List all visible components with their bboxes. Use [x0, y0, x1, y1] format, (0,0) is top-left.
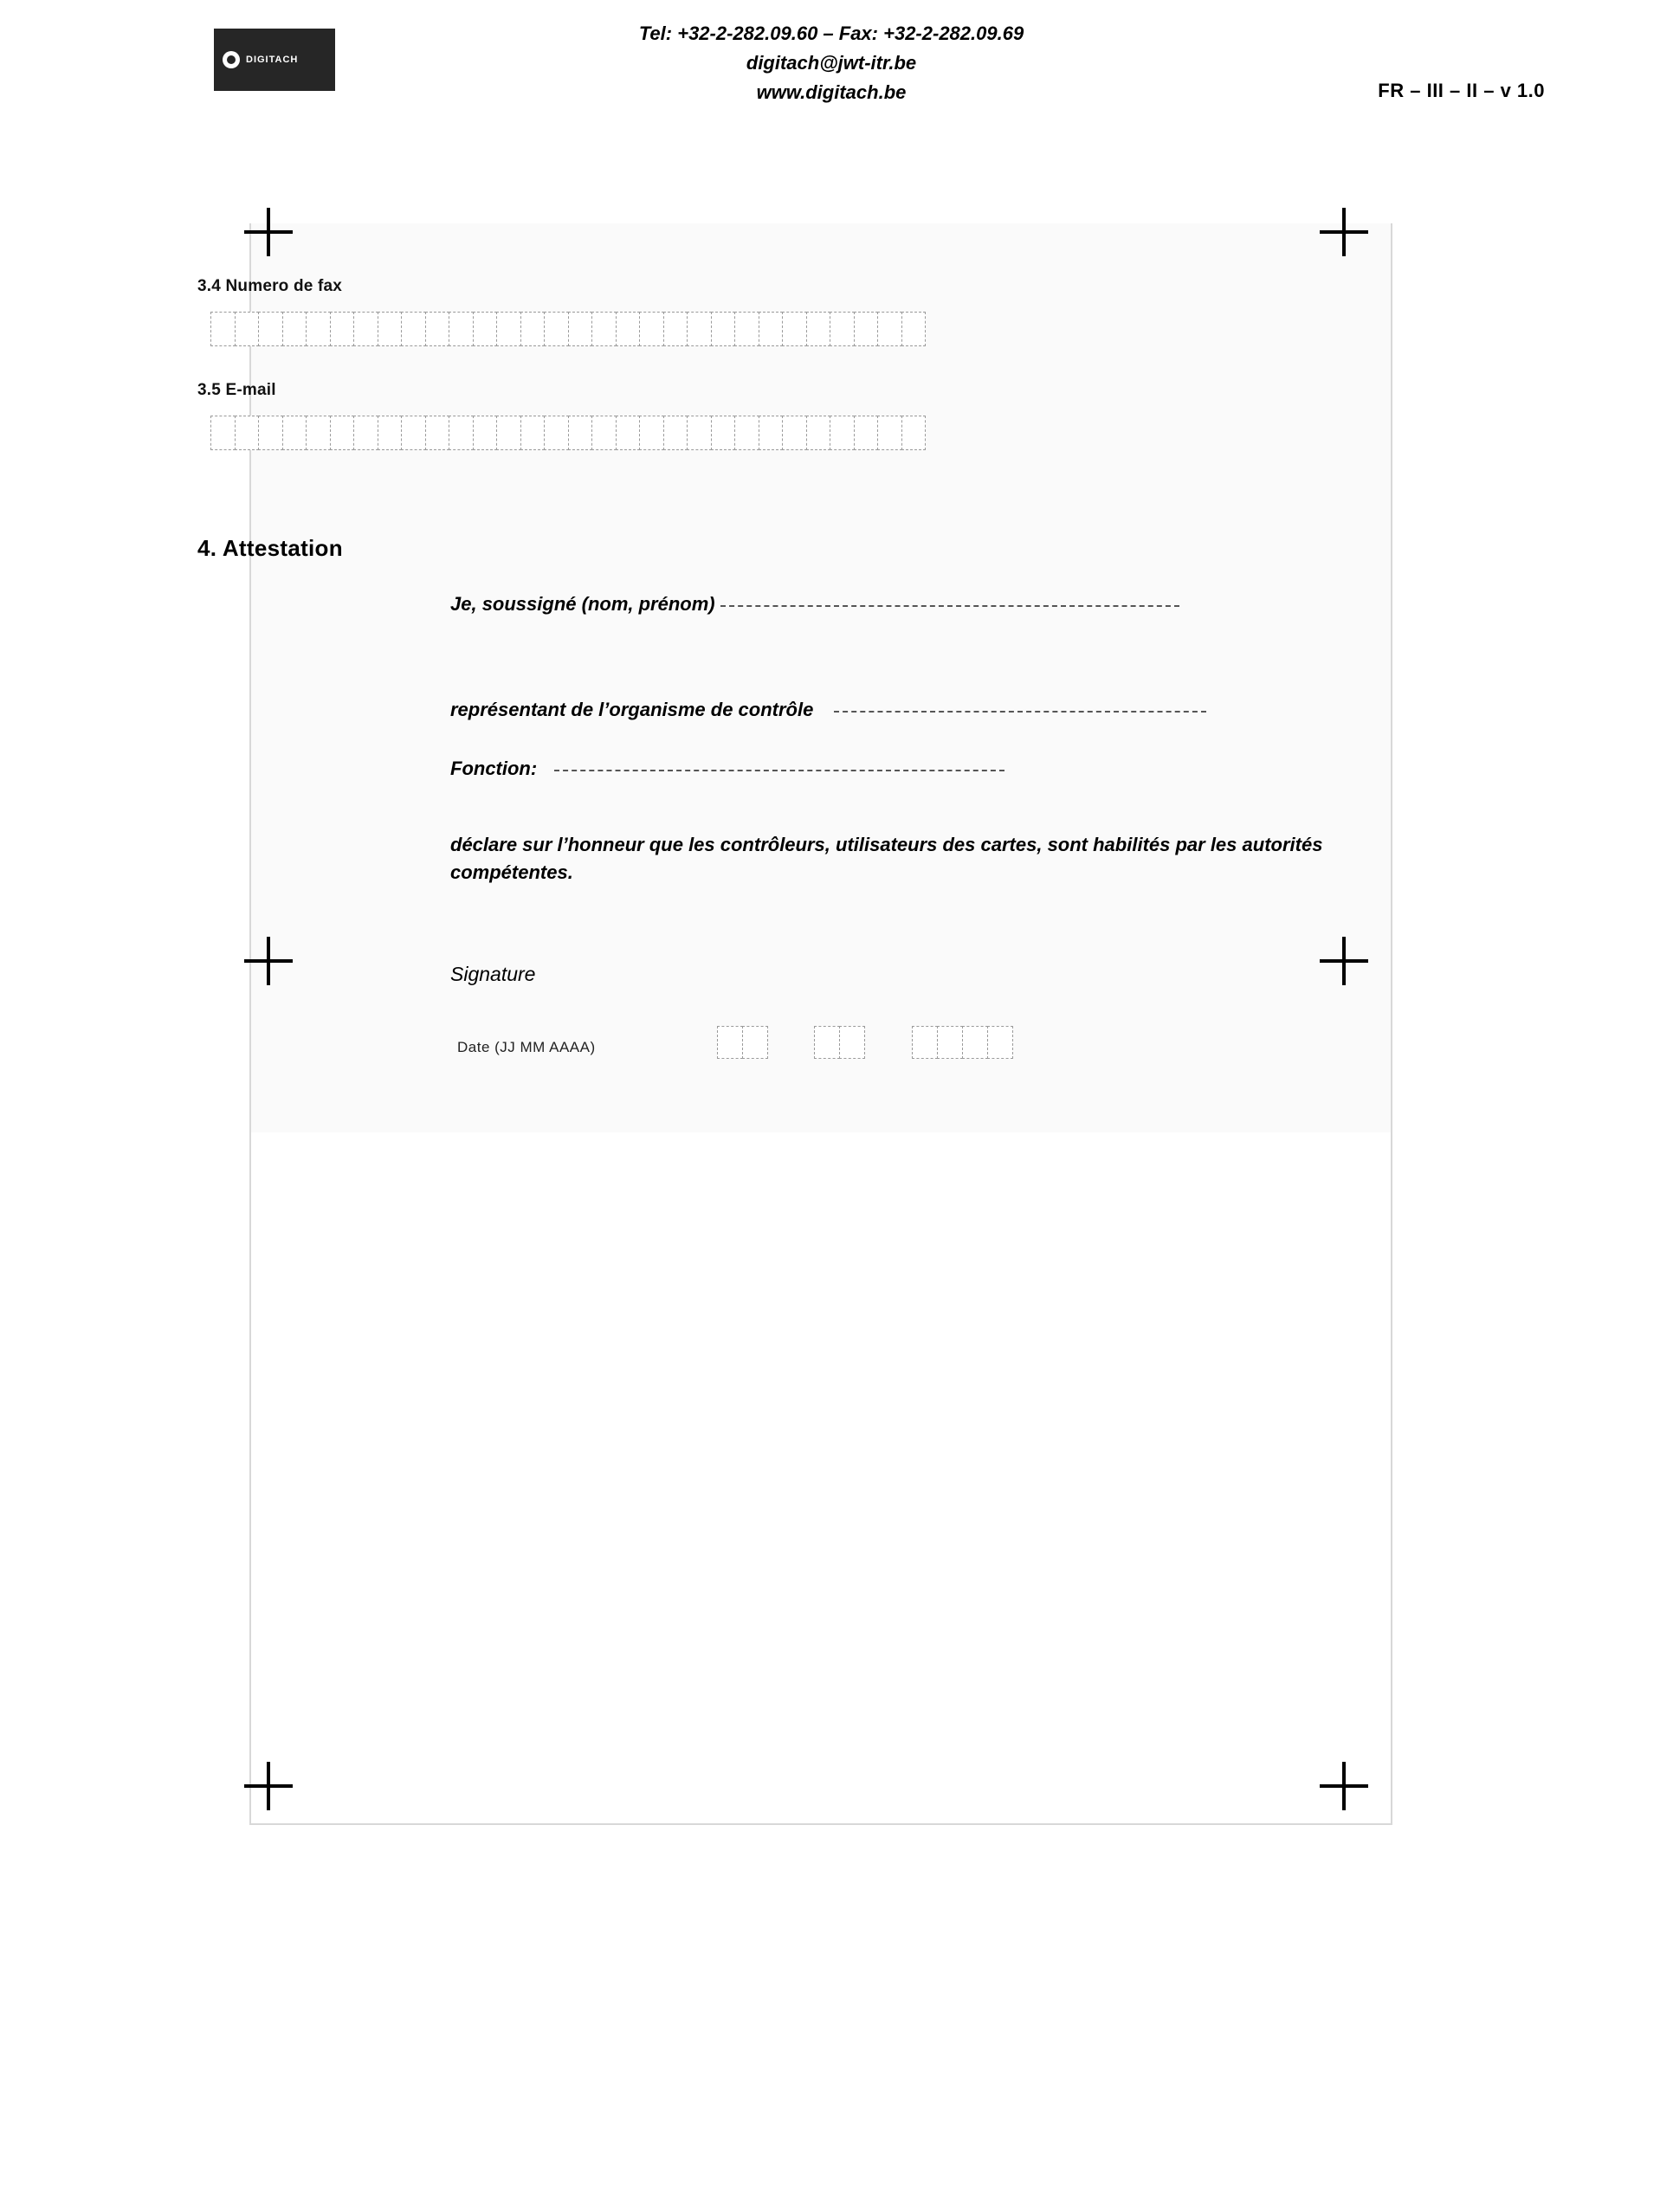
- char-cell[interactable]: [687, 416, 712, 450]
- char-cell[interactable]: [330, 312, 355, 346]
- input-date-month[interactable]: [814, 1026, 864, 1059]
- line-fonction-label: Fonction:: [450, 758, 538, 779]
- char-cell[interactable]: [782, 416, 807, 450]
- char-cell[interactable]: [306, 312, 331, 346]
- char-cell[interactable]: [401, 312, 426, 346]
- char-cell[interactable]: [473, 312, 498, 346]
- char-cell[interactable]: [759, 416, 784, 450]
- char-cell[interactable]: [378, 416, 403, 450]
- char-cell[interactable]: [877, 312, 902, 346]
- declarant-fill-line[interactable]: [720, 604, 1179, 607]
- char-cell[interactable]: [734, 312, 759, 346]
- char-cell[interactable]: [520, 312, 546, 346]
- char-cell[interactable]: [282, 416, 307, 450]
- char-cell[interactable]: [759, 312, 784, 346]
- input-date-year[interactable]: [912, 1026, 1012, 1059]
- panel-left-edge: [249, 223, 251, 1825]
- label-email: 3.5 E-mail: [197, 381, 276, 399]
- date-char-cell[interactable]: [937, 1026, 963, 1059]
- date-char-cell[interactable]: [912, 1026, 938, 1059]
- page-header: [0, 0, 1673, 156]
- char-cell[interactable]: [473, 416, 498, 450]
- char-cell[interactable]: [425, 312, 450, 346]
- char-cell[interactable]: [854, 312, 879, 346]
- char-cell[interactable]: [449, 416, 474, 450]
- document-reference: FR – III – II – v 1.0: [1378, 80, 1545, 101]
- representant-fill-line[interactable]: [834, 710, 1206, 713]
- char-cell[interactable]: [877, 416, 902, 450]
- char-cell[interactable]: [210, 416, 236, 450]
- input-fax-number[interactable]: [210, 312, 925, 346]
- char-cell[interactable]: [282, 312, 307, 346]
- crop-mark-mid-right: [1320, 937, 1368, 985]
- char-cell[interactable]: [782, 312, 807, 346]
- crop-mark-bottom-right: [1320, 1762, 1368, 1810]
- panel-right-edge: [1391, 223, 1392, 1825]
- contact-phone-fax: Tel: +32-2-282.09.60 – Fax: +32-2-282.09.69: [638, 23, 1024, 44]
- date-char-cell[interactable]: [814, 1026, 840, 1059]
- line-fonction: [450, 758, 1004, 780]
- char-cell[interactable]: [639, 312, 664, 346]
- date-char-cell[interactable]: [839, 1026, 865, 1059]
- attestation-paragraph: déclare sur l’honneur que les contrôleurs, utilisateurs des cartes, sont habilités par les autorités compétentes.: [450, 834, 1323, 883]
- char-cell[interactable]: [258, 416, 283, 450]
- char-cell[interactable]: [378, 312, 403, 346]
- char-cell[interactable]: [901, 312, 927, 346]
- section-title-attestation: 4. Attestation: [197, 535, 343, 561]
- char-cell[interactable]: [449, 312, 474, 346]
- char-cell[interactable]: [591, 416, 617, 450]
- char-cell[interactable]: [616, 312, 641, 346]
- crop-mark-top-left: [244, 208, 293, 256]
- date-char-cell[interactable]: [742, 1026, 768, 1059]
- fonction-fill-line[interactable]: [554, 769, 1004, 771]
- char-cell[interactable]: [806, 312, 831, 346]
- char-cell[interactable]: [854, 416, 879, 450]
- char-cell[interactable]: [711, 312, 736, 346]
- label-signature: Signature: [450, 963, 536, 985]
- line-declarant-label: Je, soussigné (nom, prénom): [450, 593, 715, 615]
- char-cell[interactable]: [568, 312, 593, 346]
- contact-website: www.digitach.be: [756, 81, 907, 103]
- char-cell[interactable]: [663, 416, 688, 450]
- char-cell[interactable]: [711, 416, 736, 450]
- crop-mark-top-right: [1320, 208, 1368, 256]
- char-cell[interactable]: [353, 416, 378, 450]
- char-cell[interactable]: [663, 312, 688, 346]
- char-cell[interactable]: [591, 312, 617, 346]
- char-cell[interactable]: [830, 416, 855, 450]
- digitach-logo: [214, 29, 335, 91]
- input-email[interactable]: [210, 416, 925, 450]
- date-char-cell[interactable]: [717, 1026, 743, 1059]
- char-cell[interactable]: [496, 416, 521, 450]
- panel-bottom-edge: [249, 1823, 1392, 1825]
- char-cell[interactable]: [544, 312, 569, 346]
- char-cell[interactable]: [830, 312, 855, 346]
- char-cell[interactable]: [687, 312, 712, 346]
- char-cell[interactable]: [568, 416, 593, 450]
- line-representant: [450, 699, 1206, 721]
- char-cell[interactable]: [616, 416, 641, 450]
- label-date: Date (JJ MM AAAA): [457, 1039, 596, 1055]
- char-cell[interactable]: [235, 416, 260, 450]
- logo-circle-icon: [223, 51, 240, 68]
- char-cell[interactable]: [734, 416, 759, 450]
- line-declarant: [450, 593, 1179, 616]
- char-cell[interactable]: [901, 416, 927, 450]
- label-fax-number: 3.4 Numero de fax: [197, 277, 343, 295]
- char-cell[interactable]: [235, 312, 260, 346]
- date-char-cell[interactable]: [987, 1026, 1013, 1059]
- char-cell[interactable]: [210, 312, 236, 346]
- crop-mark-mid-left: [244, 937, 293, 985]
- content-panel: [249, 223, 1392, 1132]
- date-char-cell[interactable]: [962, 1026, 988, 1059]
- char-cell[interactable]: [401, 416, 426, 450]
- char-cell[interactable]: [639, 416, 664, 450]
- contact-block: [416, 19, 1247, 107]
- char-cell[interactable]: [258, 312, 283, 346]
- char-cell[interactable]: [496, 312, 521, 346]
- char-cell[interactable]: [425, 416, 450, 450]
- contact-email: digitach@jwt-itr.be: [746, 52, 917, 74]
- char-cell[interactable]: [330, 416, 355, 450]
- input-date-day[interactable]: [717, 1026, 767, 1059]
- char-cell[interactable]: [353, 312, 378, 346]
- logo-text: DIGITACH: [246, 55, 299, 65]
- char-cell[interactable]: [306, 416, 331, 450]
- char-cell[interactable]: [520, 416, 546, 450]
- crop-mark-bottom-left: [244, 1762, 293, 1810]
- char-cell[interactable]: [806, 416, 831, 450]
- line-representant-label: représentant de l’organisme de contrôle: [450, 699, 814, 720]
- char-cell[interactable]: [544, 416, 569, 450]
